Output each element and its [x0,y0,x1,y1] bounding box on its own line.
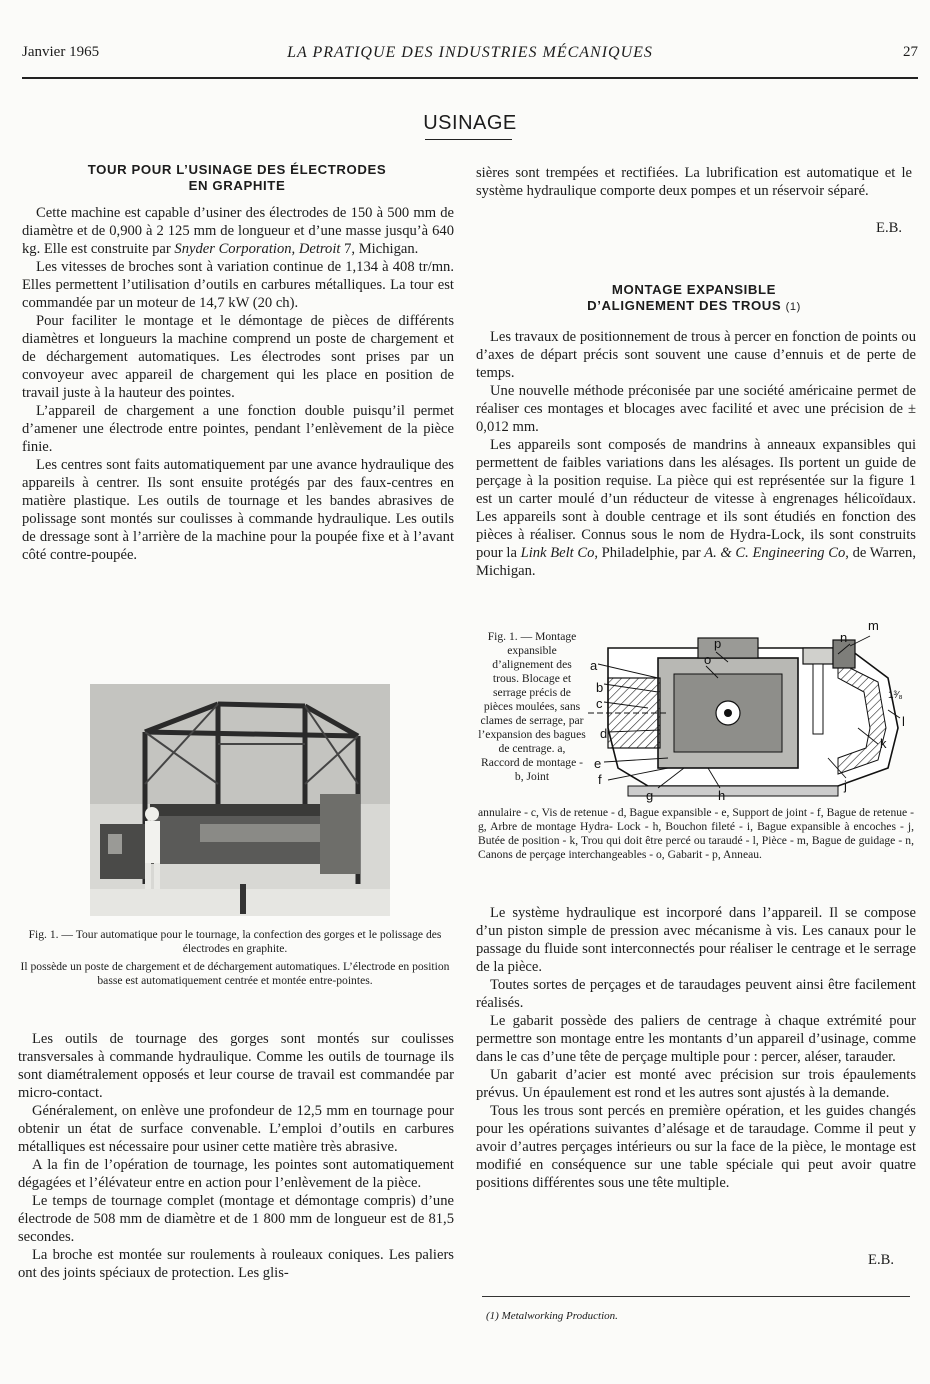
article2-signature: E.B. [868,1252,894,1268]
article1-paragraph-3: Pour faciliter le montage et le démontage de pièces de différents diamètres et longueurs la machine comprend un poste de chargement et de déchargement automatiques. Les électrodes sont prises par un convoyeur avec appareil de chargement qui les place en position de travail juste à la hauteur des pointes. [22,313,454,401]
figure2-caption-side: Fig. 1. — Montage expansible d’alignement des trous. Blocage et serrage précis de pièces moulées, sans clames de serrage, par l’expansion des bagues de centrage. a, Raccord de montage - b, Joint [478,630,586,783]
drawing-label-e: e [594,756,602,771]
article2-paragraph-1: Les travaux de positionnement de trous à percer en fonction de points ou d’axes de départ précis sont souvent une cause d’ennuis et de perte de temps. [476,329,916,381]
article1-paragraph-6: Les outils de tournage des gorges sont montés sur coulisses transversales à commande hydraulique. Comme les outils de tournage ils sont diamétralement opposés et leur course de travail est commandée par micro-contact. [18,1031,454,1101]
article2-paragraph-7: Un gabarit d’acier est monté avec précision sur trois épaulements prévus. Un épaulement est rond et les autres sont ajustés à la demande. [476,1067,916,1101]
figure1-caption-detail: Il possède un poste de chargement et de déchargement automatiques. L’électrode en position basse est automatiquement centrée et montée entre-pointes. [20,960,450,987]
footnote-marker: (1) [785,301,801,313]
header-rule [22,77,918,79]
drawing-label-g: g [646,788,654,803]
journal-title: LA PRATIQUE DES INDUSTRIES MÉCANIQUES [287,44,653,61]
drawing-label-h: h [718,788,726,803]
article1-continuation [476,164,912,200]
article2-paragraph-4: Le système hydraulique est incorporé dans l’appareil. Il se compose d’un piston simple de pression avec mécanisme à vis. Les canaux pour le passage du fluide sont interconnectés pour réaliser le centrage et le serrage de la pièce. [476,905,916,975]
drawing-label-m: m [868,618,879,633]
article1-title-line1: TOUR POUR L’USINAGE DES ÉLECTRODES [87,162,387,177]
builder-name: A. & C. Engineering Co [704,545,846,561]
article1-body-bottom [18,1030,454,1282]
article1-paragraph-4: L’appareil de chargement a une fonction double puisqu’il permet d’amener une électrode entre pointes, pendant l’enlèvement de la pièce finie. [22,403,454,455]
article1-title-line2: EN GRAPHITE [188,178,286,193]
drawing-label-l: l [902,714,905,729]
article1-paragraph-5: Les centres sont faits automatiquement par une avance hydraulique des appareils à centrer. Ils sont ensuite protégés par des faux-centres en matière plastique. Les outils de tournage et les bandes abrasives de polissage sont montés sur coulisses à commande hydraulique. Les outils de dressage sont à l’arrière de la machine pour la poupée fixe et à l’avant côté contre-poupée. [22,457,454,563]
page-number: 27 [903,44,918,60]
article1-paragraph-10: La broche est montée sur roulements à rouleaux coniques. Les paliers ont des joints spéciaux de protection. Les glis- [18,1247,454,1281]
drawing-label-c: c [596,696,603,711]
drawing-label-n: n [840,630,848,645]
figure2-caption-legend: annulaire - c, Vis de retenue - d, Bague expansible - e, Support de joint - f, Bague de retenue - g, Arbre de montage Hydra- Lock - h, Bouchon fileté - i, Bague expansible à encoches - j, Butée de position - k, Trou qui doit être percé ou taraudé - l, Pièce - m, Bague de guidage - n, Canons de perçage interchangeables - o, Gabarit - p, Anneau. [478,806,914,861]
maker-name: Snyder Corporation, Detroit [174,241,341,257]
issue-date: Janvier 1965 [22,44,100,60]
article1-paragraph-1: Cette machine est capable d’usiner des électrodes de 150 à 500 mm de diamètre et de 0,900 à 2 125 mm de longueur et d’une masse jusqu’à 640 kg. Elle est construite par Snyder Corporation, Detroit 7, Michigan. [22,205,454,257]
article1-paragraph-8: A la fin de l’opération de tournage, les pointes sont automatiquement dégagées et l’élévateur entre en action pour l’enlèvement de la pièce. [18,1157,454,1191]
drawing-label-a: a [590,658,598,673]
drawing-dimension: 1³⁄₈ [888,690,903,701]
article1-signature: E.B. [876,220,902,236]
client-name: Link Belt Co [520,545,595,561]
article2-body-top [476,328,916,580]
section-title: USINAGE [423,112,517,134]
article2-title-line2: D’ALIGNEMENT DES TROUS (1) [587,298,801,313]
figure1-caption-main: Fig. 1. — Tour automatique pour le tournage, la confection des gorges et le polissage des électrodes en graphite. [28,928,442,955]
article2-paragraph-6: Le gabarit possède des paliers de centrage à chaque extrémité pour permettre son montage entre les montants d’un appareil d’usinage, comme dans le cas d’une tête de perçage multiple pour : percer, aléser, tarauder. [476,1013,916,1065]
footnote: (1) Metalworking Production. [486,1310,618,1322]
drawing-label-j: j [844,778,847,793]
section-rule [425,139,512,140]
drawing-label-b: b [596,680,604,695]
article1-title [22,162,452,194]
drawing-label-p: p [714,636,722,651]
article2-paragraph-3: Les appareils sont composés de mandrins à anneaux expansibles qui permettent de faibles variations dans les alésages. Ils portent un guide de perçage à la position requise. La pièce qui est représentée sur la figure 1 est un carter moulé d’un réducteur de vitesse à engrenages hélicoïdaux. Les appareils sont à double centrage et ils sont étudiés en fonction des pièces à réaliser. Connus sous le nom de Hydra-Lock, ils sont construits pour la Link Belt Co, Philadelphie, par A. & C. Engineering Co, de Warren, Michigan. [476,437,916,579]
drawing-label-f: f [598,772,602,787]
article2-title [476,282,912,315]
article1-paragraph-9: Le temps de tournage complet (montage et démontage compris) d’une électrode de 508 mm de diamètre et de 1 800 mm de longueur est de 81,5 secondes. [18,1193,454,1245]
drawing-label-k: k [880,736,887,751]
footnote-rule [482,1296,910,1297]
article2-paragraph-5: Toutes sortes de perçages et de taraudages peuvent ainsi être facilement réalisés. [476,977,916,1011]
lathe-photo [90,684,390,916]
article1-paragraph-7: Généralement, on enlève une profondeur de 12,5 mm en tournage pour obtenir un état de surface convenable. L’emploi d’outils en carbures métalliques est nécessaire pour usiner cette matière très abrasive. [18,1103,454,1155]
drawing-label-o: o [704,652,712,667]
article2-title-line1: MONTAGE EXPANSIBLE [611,282,777,297]
drawing-label-d: d [600,726,608,741]
article2-paragraph-2: Une nouvelle méthode préconisée par une société américaine permet de réaliser ces montages et blocages avec facilité et avec une précision de ± 0,012 mm. [476,383,916,435]
article2-paragraph-8: Tous les trous sont percés en première opération, et les guides changés pour les opérations suivantes d’alésage et de taraudage. Comme il peut y avoir d’autres perçages intérieurs ou sur la face de la pièce, le montage est modifié en conséquence sur une table spéciale qui peut avoir quatre positions différentes sous une tête multiple. [476,1103,916,1191]
article2-body-bottom [476,904,916,1192]
article1-paragraph-2: Les vitesses de broches sont à variation continue de 1,134 à 408 tr/mn. Elles permettent l’utilisation d’outils en carbures métalliques. La tour est commandée par un moteur de 14,7 kW (20 ch). [22,259,454,311]
running-header [22,44,918,66]
figure1-caption [18,928,452,988]
article1-body-top [22,204,454,564]
article1-paragraph-11: sières sont trempées et rectifiées. La lubrification est automatique et le système hydraulique comporte deux pompes et un réservoir séparé. [476,165,912,199]
fixture-drawing [588,618,914,808]
